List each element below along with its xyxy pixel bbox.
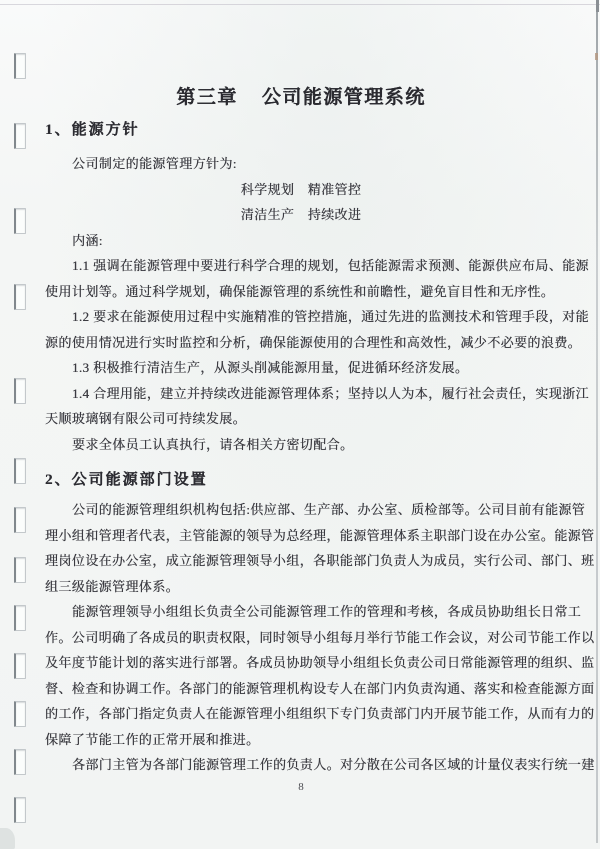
chapter-heading [45, 86, 557, 110]
body-line: 1.3 积极推行清洁生产，从源头削减能源用量，促进循环经济发展。 [72, 360, 469, 375]
body-line: 理小组和管理者代表，主管能源的领导为总经理，能源管理体系主职部门设在办公室。能源管 [45, 527, 595, 543]
binding-hole-mark [14, 123, 26, 149]
body-line: 能源管理领导小组组长负责全公司能源管理工作的管理和考核，各成员协助组长日常工 [72, 604, 582, 619]
binding-hole-mark [14, 701, 26, 727]
binding-hole-mark [14, 378, 26, 404]
binding-hole-mark [14, 458, 26, 484]
section2-paragraph-3 [45, 752, 595, 778]
body-line: 1.2 要求在能源使用过程中实施精准的管控措施，通过先进的监测技术和管理手段，对能 [72, 309, 589, 324]
binding-hole-mark [14, 653, 26, 679]
page-number: 8 [298, 780, 304, 793]
section2-heading: 2、公司能源部门设置 [45, 472, 208, 488]
section1-intro-line: 公司制定的能源管理方针为: [72, 156, 237, 171]
binding-hole-mark [14, 507, 26, 533]
policy-item-1-3 [45, 355, 557, 381]
body-line: 作。公司明确了各成员的职责权限，同时领导小组每月举行节能工作会议，对公司节能工作以 [45, 629, 595, 645]
policy-item-1-4 [45, 381, 589, 432]
policy-line-2: 清洁生产 持续改进 [240, 207, 362, 222]
body-line: 1.4 合理用能，建立并持续改进能源管理体系；坚持以人为本，履行社会责任，实现浙江 [72, 385, 589, 401]
section1-closing-line: 要求全体员工认真执行，请各相关方密切配合。 [72, 436, 354, 452]
body-line: 天顺玻璃钢有限公司可持续发展。 [45, 411, 247, 426]
body-line: 的工作，各部门指定负责人在能源管理小组组织下专门负责部门内开展节能工作，从而有力的 [45, 706, 595, 721]
section2-paragraph-2 [45, 599, 595, 752]
binding-hole-mark [14, 284, 26, 310]
scan-edge-corner-mark [596, 0, 599, 12]
body-line: 公司的能源管理组织机构包括:供应部、生产部、办公室、质检部等。公司目前有能源管 [72, 502, 586, 517]
policy-item-1-1 [45, 253, 589, 304]
binding-hole-mark [14, 797, 26, 823]
binding-hole-mark [14, 208, 26, 234]
body-line: 使用计划等。通过科学规划，确保能源管理的系统性和前瞻性，避免盲目性和无序性。 [45, 283, 555, 299]
binding-hole-mark [14, 605, 26, 631]
policy-line-1: 科学规划 精准管控 [240, 181, 362, 197]
body-line: 各部门主管为各部门能源管理工作的负责人。对分散在公司各区域的计量仪表实行统一建 [72, 757, 595, 772]
body-line: 1.1 强调在能源管理中要进行科学合理的规划，包括能源需求预测、能源供应布局、能源 [72, 258, 589, 273]
binding-hole-mark [14, 53, 26, 79]
section2-paragraph-1 [45, 497, 595, 599]
body-line: 保障了节能工作的正常开展和推进。 [45, 731, 260, 747]
document-content [45, 86, 595, 794]
body-line: 组三级能源管理体系。 [45, 578, 180, 594]
connotation-label: 内涵: [72, 232, 103, 248]
policy-item-1-2 [45, 304, 589, 355]
scan-smudge [0, 828, 15, 849]
chapter-title: 公司能源管理系统 [261, 87, 426, 108]
body-line: 及年度节能计划的落实进行部署。各成员协助领导小组组长负责公司日常能源管理的组织、监 [45, 655, 595, 670]
body-line: 督、检查和协调工作。各部门的能源管理机构设专人在部门内负责沟通、落实和检查能源方面 [45, 680, 595, 696]
binding-hole-mark [14, 557, 26, 583]
binding-hole-mark [14, 749, 26, 775]
scan-edge-right [596, 8, 598, 843]
body-line: 理岗位设在办公室，成立能源管理领导小组，各职能部门负责人为成员，实行公司、部门、班 [45, 553, 595, 568]
scan-speck [595, 53, 598, 60]
body-line: 源的使用情况进行实时监控和分析，确保能源使用的合理性和高效性，减少不必要的浪费。 [45, 334, 582, 350]
section1-heading: 1、能源方针 [45, 122, 140, 138]
scan-edge-top [0, 4, 600, 5]
chapter-label: 第三章 [176, 87, 238, 108]
